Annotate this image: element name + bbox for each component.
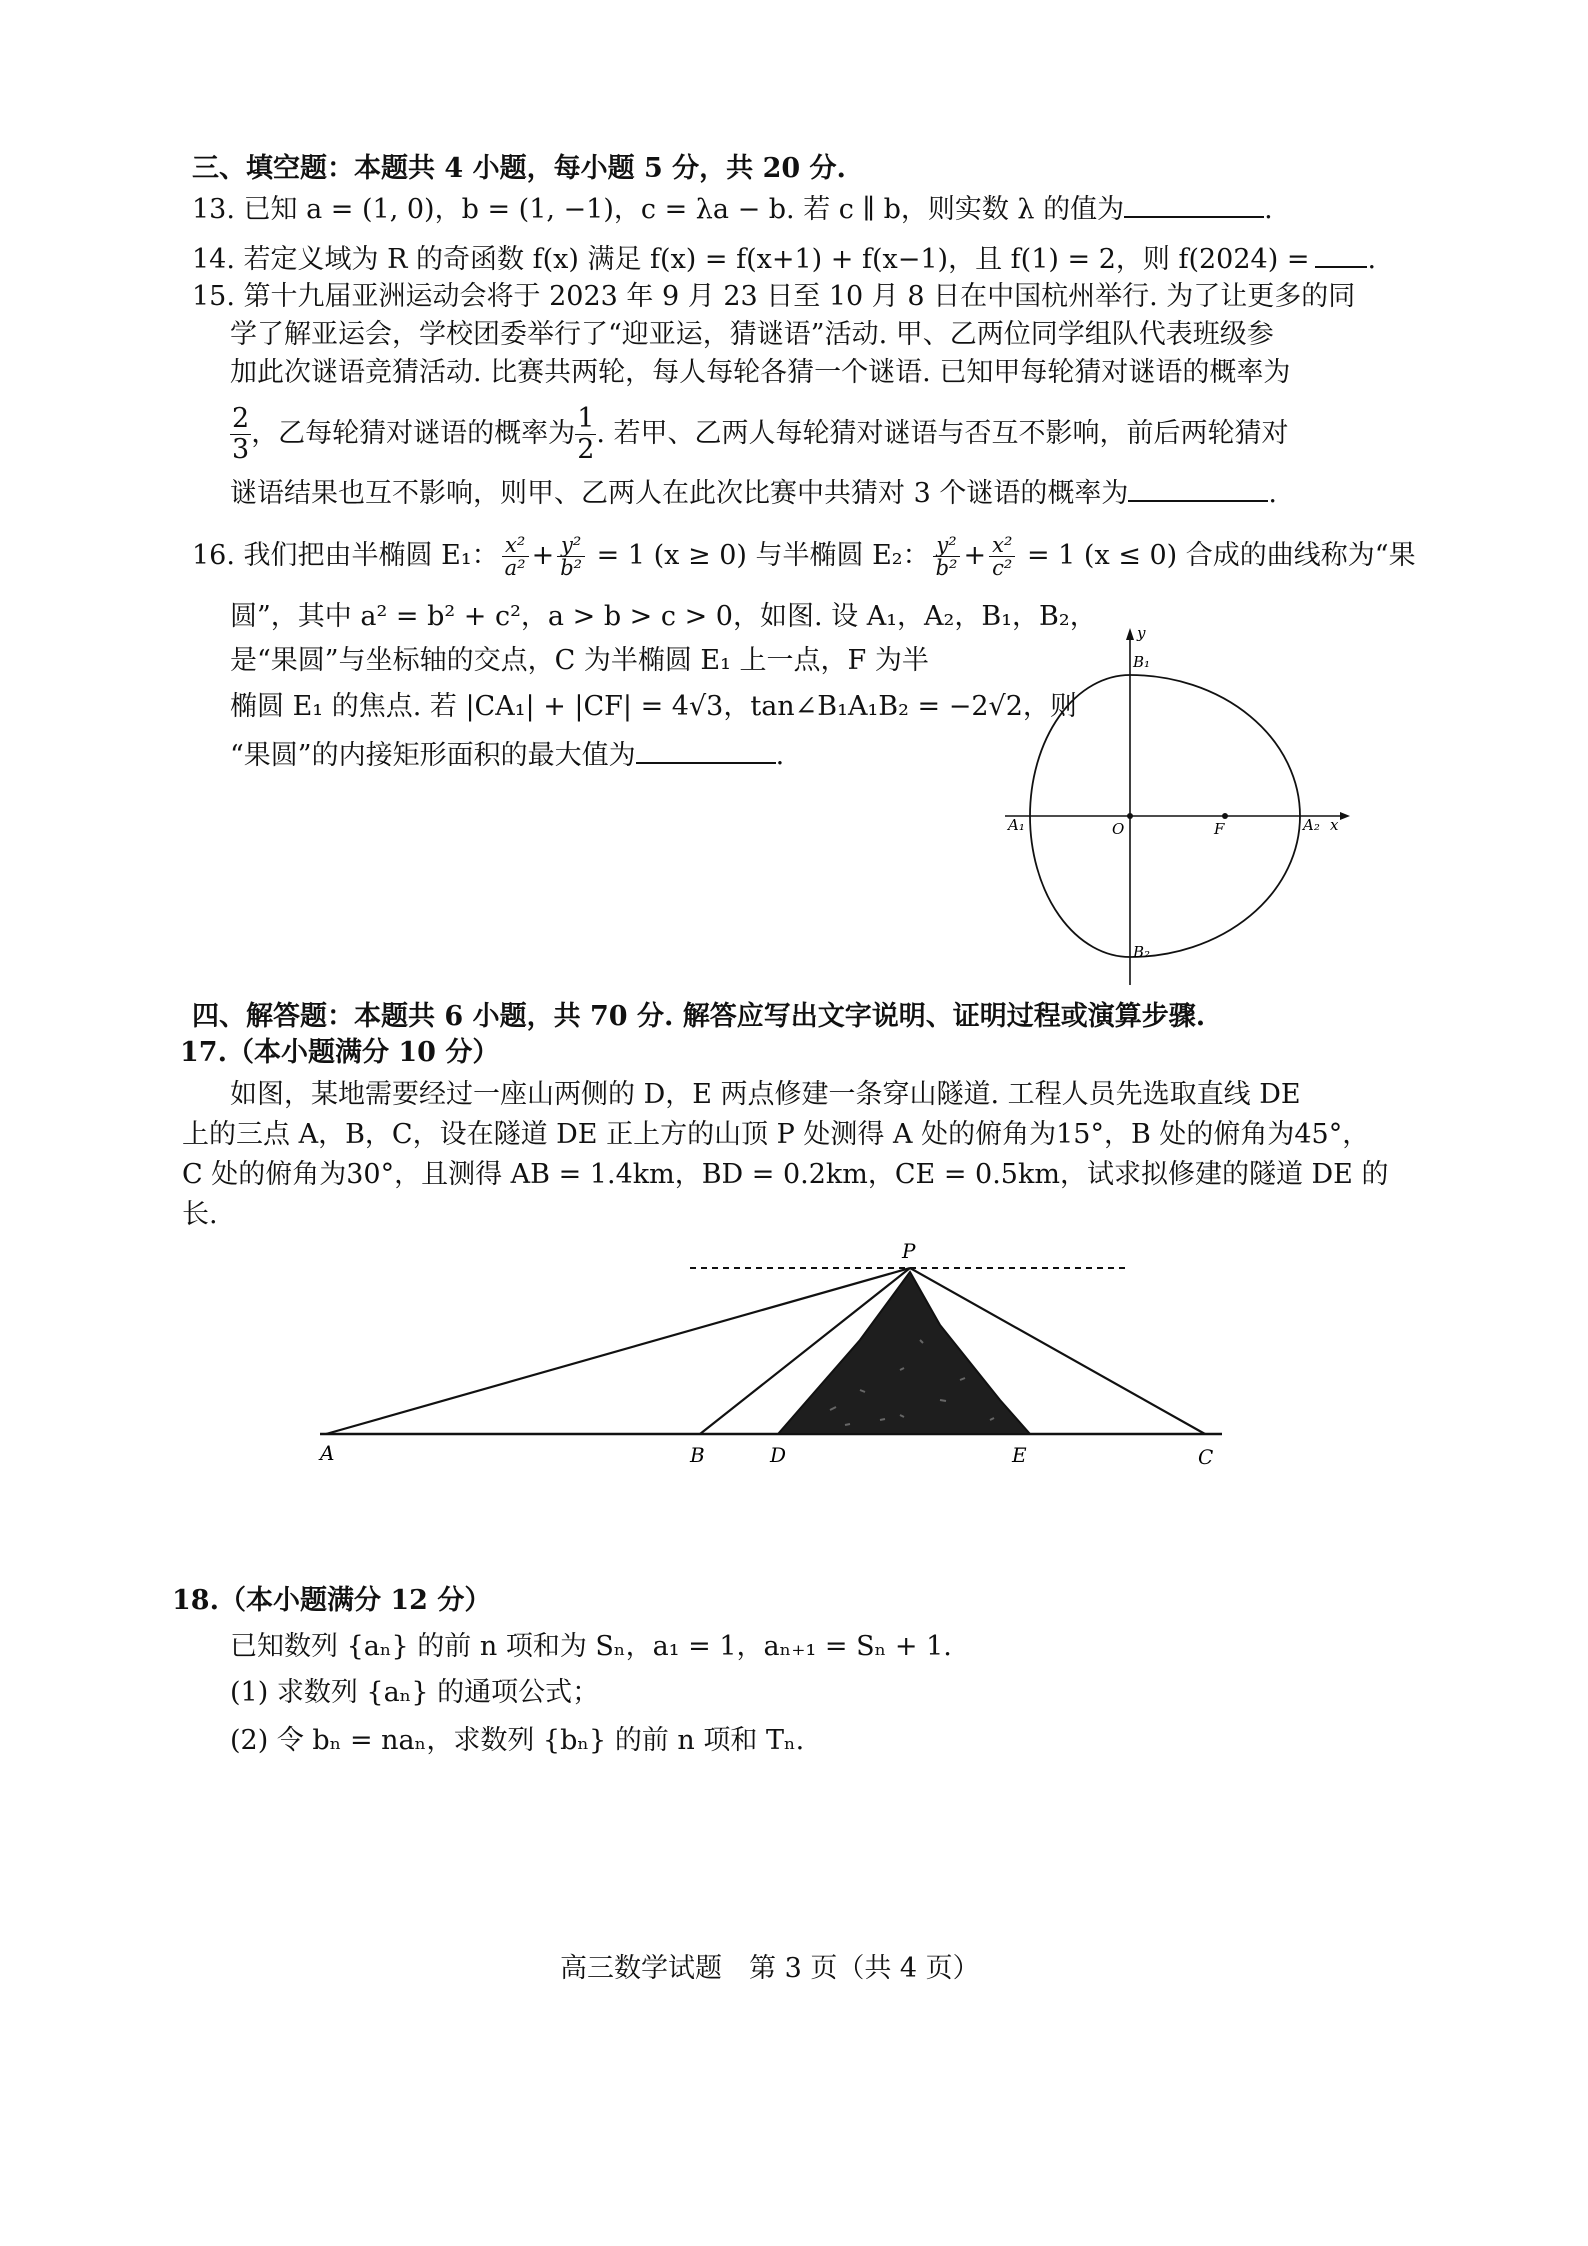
- q18-line2: (1) 求数列 {aₙ} 的通项公式；: [230, 1677, 600, 1708]
- focus-point: [1222, 813, 1228, 819]
- label-f: F: [1214, 820, 1225, 838]
- q17-line1: 如图，某地需要经过一座山两侧的 D，E 两点修建一条穿山隧道. 工程人员先选取直线 DE: [230, 1079, 1301, 1110]
- label-a: A: [320, 1441, 335, 1465]
- label-x: x: [1330, 816, 1339, 834]
- q16-line3: 是“果圆”与坐标轴的交点，C 为半椭圆 E₁ 上一点，F 为半: [230, 645, 929, 676]
- page-footer: 高三数学试题 第 3 页（共 4 页）: [560, 1953, 980, 1984]
- q15-line3: 加此次谜语竞猜活动. 比赛共两轮，每人每轮各猜一个谜语. 已知甲每轮猜对谜语的概率为: [230, 357, 1291, 388]
- q15-line4: [230, 404, 1289, 465]
- q16-fruit-ellipse-figure: [1000, 620, 1360, 990]
- q16-answer-blank[interactable]: [636, 736, 776, 764]
- q14-text: 14. 若定义域为 R 的奇函数 f(x) 满足 f(x) = f(x+1) + f(x−1)，且 f(1) = 2，则 f(2024) =: [192, 244, 1310, 275]
- q17-line4: 长.: [182, 1199, 218, 1230]
- label-p: P: [902, 1239, 916, 1263]
- q18-line3: (2) 令 bₙ = naₙ，求数列 {bₙ} 的前 n 项和 Tₙ.: [230, 1725, 805, 1756]
- label-b: B: [690, 1443, 705, 1467]
- q17-line2: 上的三点 A，B，C，设在隧道 DE 正上方的山顶 P 处测得 A 处的俯角为15°，B 处的俯角为45°，: [182, 1119, 1370, 1150]
- q15-line5: 谜语结果也互不影响，则甲、乙两人在此次比赛中共猜对 3 个谜语的概率为 .: [230, 474, 1277, 511]
- q14-line: [192, 240, 1376, 277]
- q16-line4: 椭圆 E₁ 的焦点. 若 |CA₁| + |CF| = 4√3，tan∠B₁A₁B₂ = −2√2，则: [230, 691, 1077, 722]
- q16-e2-term2: $\frac{\text{x²}}{\text{c²}}$: [989, 534, 1015, 579]
- q15-line4-a: ，乙每轮猜对谜语的概率为: [251, 418, 576, 449]
- q16-line5: “果圆”的内接矩形面积的最大值为 .: [230, 736, 784, 773]
- q16-line2: 圆”，其中 a² = b² + c²，a > b > c > 0，如图. 设 A₁，A₂，B₁，B₂，: [230, 601, 1097, 632]
- label-e: E: [1012, 1443, 1027, 1467]
- q17-title: 17.（本小题满分 10 分）: [180, 1037, 500, 1068]
- section4-heading: 四、解答题：本题共 6 小题，共 70 分. 解答应写出文字说明、证明过程或演算步骤.: [192, 1001, 1206, 1032]
- q13-line: [192, 190, 1273, 227]
- section3-heading: 三、填空题：本题共 4 小题，每小题 5 分，共 20 分.: [192, 153, 846, 184]
- q13-tail: .: [1264, 194, 1273, 225]
- q15-frac-jia: $\frac{2}{3}$: [232, 403, 250, 465]
- label-a1: A₁: [1008, 816, 1025, 834]
- q13-text: a = (1, 0)，b = (1, −1)，c = λa − b. 若 c ∥ b，则实数 λ 的值为: [306, 194, 1125, 225]
- q15-line2: 学了解亚运会，学校团委举行了“迎亚运，猜谜语”活动. 甲、乙两位同学组队代表班级参: [230, 319, 1274, 350]
- q16-e2-term1: $\frac{\text{y²}}{\text{b²}}$: [933, 534, 961, 579]
- q18-title: 18.（本小题满分 12 分）: [172, 1585, 492, 1616]
- q13-number: 13. 已知: [192, 194, 307, 225]
- y-axis-arrow: [1126, 628, 1134, 640]
- label-b2: B₂: [1133, 943, 1151, 961]
- q16-e1-term2: $\frac{\text{y²}}{\text{b²}}$: [557, 534, 585, 579]
- label-o: O: [1112, 820, 1125, 838]
- label-b1: B₁: [1133, 653, 1151, 671]
- q14-tail: .: [1367, 244, 1377, 275]
- q15-line1: 15. 第十九届亚洲运动会将于 2023 年 9 月 23 日至 10 月 8 日在中国杭州举行. 为了让更多的同: [192, 281, 1356, 312]
- label-a2: A₂: [1303, 816, 1320, 834]
- q15-answer-blank[interactable]: [1128, 474, 1268, 502]
- label-d: D: [770, 1443, 787, 1467]
- q15-frac-yi: $\frac{1}{2}$: [577, 403, 595, 465]
- label-c: C: [1198, 1445, 1214, 1469]
- mountain: [778, 1272, 1030, 1434]
- q17-line3: C 处的俯角为30°，且测得 AB = 1.4km，BD = 0.2km，CE = 0.5km，试求拟修建的隧道 DE 的: [182, 1159, 1389, 1190]
- q13-answer-blank[interactable]: [1124, 190, 1264, 218]
- q16-line1: 16. 我们把由半椭圆 E₁： $\frac{\text{x²}}{\text{a²}}$ + $\frac{\text{y²}}{\text{b²}}$ = 1 (x ≥ 0) 与半椭圆 E₂： $\frac{\text{y²}}{\text{b²}}$ + $\frac{\text{x²}}{\text{c²}}$ = 1 (x ≤ 0) 合成的曲线称为“果: [192, 533, 1416, 580]
- q14-answer-blank[interactable]: [1315, 240, 1367, 268]
- x-axis-arrow: [1340, 812, 1350, 820]
- q15-line4-b: . 若甲、乙两人每轮猜对谜语与否互不影响，前后两轮猜对: [596, 418, 1289, 449]
- q16-e1-term1: $\frac{\text{x²}}{\text{a²}}$: [502, 534, 529, 579]
- q18-line1: 已知数列 {aₙ} 的前 n 项和为 Sₙ，a₁ = 1，aₙ₊₁ = Sₙ + 1.: [230, 1631, 952, 1662]
- origin-point: [1127, 813, 1133, 819]
- q17-tunnel-figure: [300, 1230, 1260, 1470]
- label-y: y: [1137, 624, 1146, 642]
